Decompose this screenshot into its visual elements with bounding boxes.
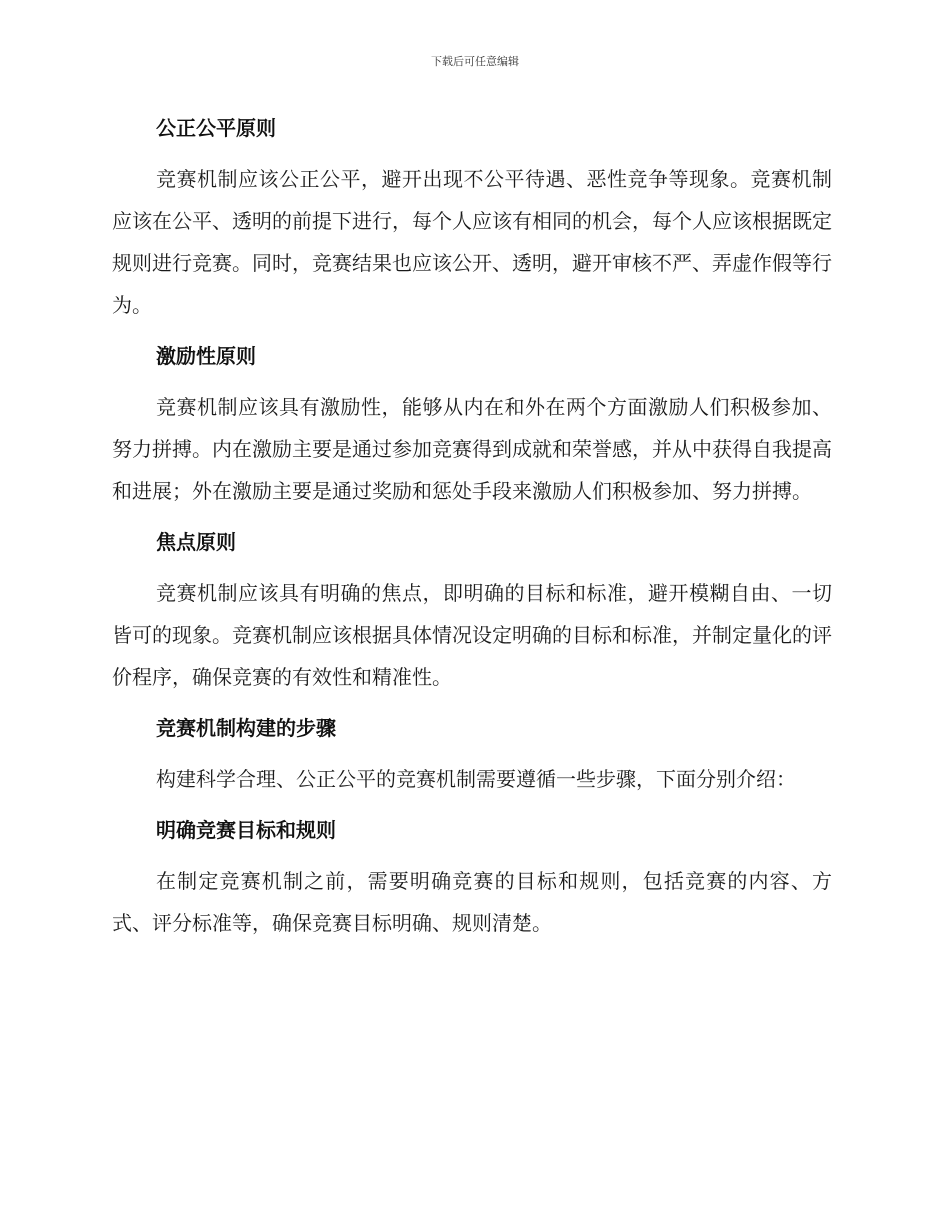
section-heading-fairness: 公正公平原则 [156,116,276,140]
document-body [112,108,832,944]
section-heading-focus: 焦点原则 [156,530,236,554]
section-paragraph-incentive: 竞赛机制应该具有激励性，能够从内在和外在两个方面激励人们积极参加、努力拼搏。内在激励主要是通过参加竞赛得到成就和荣誉感，并从中获得自我提高和进展；外在激励主要是通过奖励和惩处手段来激励人们积极参加、努力拼搏。 [112,395,832,503]
section-paragraph-focus: 竞赛机制应该具有明确的焦点，即明确的目标和标准，避开模糊自由、一切皆可的现象。竞赛机制应该根据具体情况设定明确的目标和标准，并制定量化的评价程序，确保竞赛的有效性和精准性。 [112,581,832,689]
running-header: 下载后可任意编辑 [431,55,519,68]
section-paragraph-steps: 构建科学合理、公正公平的竞赛机制需要遵循一些步骤，下面分别介绍： [156,767,796,791]
section-heading-goals-rules: 明确竞赛目标和规则 [156,818,336,842]
section-paragraph-goals-rules: 在制定竞赛机制之前，需要明确竞赛的目标和规则，包括竞赛的内容、方式、评分标准等，确保竞赛目标明确、规则清楚。 [112,869,832,935]
section-heading-incentive: 激励性原则 [156,344,256,368]
section-paragraph-fairness: 竞赛机制应该公正公平，避开出现不公平待遇、恶性竞争等现象。竞赛机制应该在公平、透明的前提下进行，每个人应该有相同的机会，每个人应该根据既定规则进行竞赛。同时，竞赛结果也应该公开、透明，避开审核不严、弄虚作假等行为。 [112,167,832,317]
section-heading-steps: 竞赛机制构建的步骤 [156,716,336,740]
